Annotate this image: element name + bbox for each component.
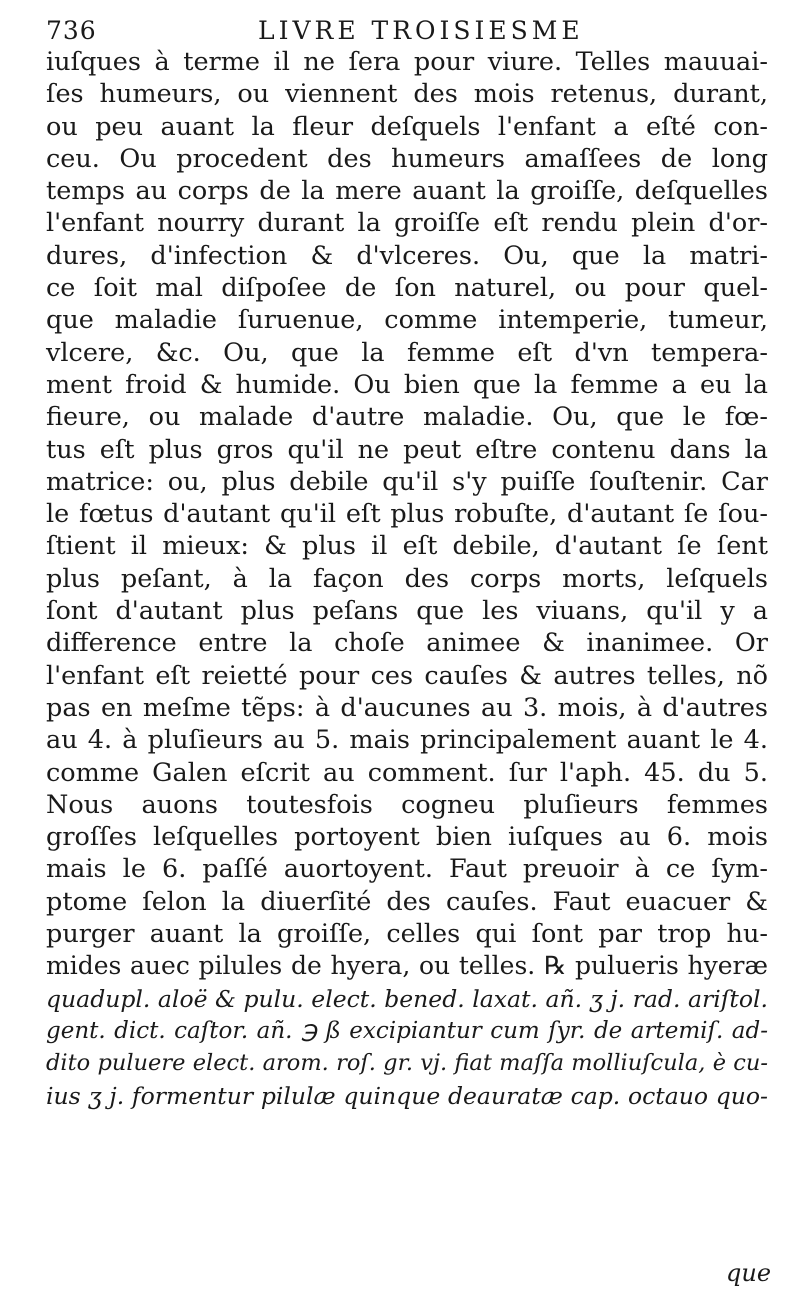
text-line: ius ʒ j. formentur pilulæ quinque deauratæ cap. octauo quo- xyxy=(46,1081,768,1110)
text-line: ou peu auant la fleur deſquels l'enfant a eſté con- xyxy=(46,111,768,142)
text-line: quadupl. aloë & pulu. elect. bened. laxat. añ. ʒ j. rad. ariſtol. xyxy=(46,984,768,1013)
text-line: iuſques à terme il ne ſera pour viure. Telles mauuai- xyxy=(46,47,768,77)
text-line: fieure, ou malade d'autre maladie. Ou, que le fœ- xyxy=(46,402,768,433)
catchword: que xyxy=(726,1259,772,1287)
text-line: au 4. à pluſieurs au 5. mais principalement auant le 4. xyxy=(46,725,768,756)
text-line: difference entre la choſe animee & inanimee. Or xyxy=(46,628,768,659)
text-line: mides auec pilules de hyera, ou telles. ℞ pulueris hyeræ xyxy=(46,951,768,981)
body-text xyxy=(46,46,768,1112)
text-line: mais le 6. paſſé auortoyent. Faut preuoir à ce ſym- xyxy=(46,854,768,885)
text-line: comme Galen eſcrit au comment. ſur l'aph. 45. du 5. xyxy=(46,757,768,788)
text-line: gent. dict. caſtor. añ. ℈ ß excipiantur cum ſyr. de artemiſ. ad- xyxy=(46,1017,768,1044)
text-line: plus peſant, à la façon des corps morts, leſquels xyxy=(46,563,768,594)
text-line: ſes humeurs, ou viennent des mois retenus, durant, xyxy=(46,79,768,110)
text-line: le fœtus d'autant qu'il eſt plus robuſte, d'autant ſe ſou- xyxy=(46,499,768,530)
text-line: temps au corps de la mere auant la groiſſe, deſquelles xyxy=(46,176,768,207)
text-line: ce ſoit mal diſpoſee de ſon naturel, ou pour quel- xyxy=(46,273,768,304)
text-line: Nous auons toutesfois cogneu pluſieurs femmes xyxy=(46,789,768,820)
text-line: dito puluere elect. arom. roſ. gr. vj. fiat maſſa molliuſcula, è cu- xyxy=(46,1050,768,1077)
text-line: ceu. Ou procedent des humeurs amaſſees de long xyxy=(46,143,768,174)
text-line: pas en meſme tẽps: à d'aucunes au 3. mois, à d'autres xyxy=(46,692,768,723)
text-line: dures, d'infection & d'vlceres. Ou, que la matri- xyxy=(46,240,768,271)
text-line: ment froid & humide. Ou bien que la femme a eu la xyxy=(46,369,768,400)
page-header xyxy=(46,14,766,48)
text-line: l'enfant eſt reietté pour ces cauſes & autres telles, nõ xyxy=(46,660,768,691)
text-line: groſſes leſquelles portoyent bien iuſques au 6. mois xyxy=(46,822,768,853)
running-head: LIVRE TROISIESME xyxy=(258,16,584,45)
text-line: tus eſt plus gros qu'il ne peut eſtre contenu dans la xyxy=(46,434,768,465)
text-line: matrice: ou, plus debile qu'il s'y puiſſe ſouſtenir. Car xyxy=(46,466,768,497)
text-line: que maladie ſuruenue, comme intemperie, tumeur, xyxy=(46,305,768,336)
text-line: purger auant la groiſſe, celles qui ſont par trop hu- xyxy=(46,919,768,950)
text-line: ſont d'autant plus peſans que les viuans, qu'il y a xyxy=(46,596,768,627)
page-number: 736 xyxy=(46,16,97,45)
text-line: l'enfant nourry durant la groiſſe eſt rendu plein d'or- xyxy=(46,208,768,239)
text-line: ptome ſelon la diuerſité des cauſes. Faut euacuer & xyxy=(46,886,768,917)
text-line: vlcere, &c. Ou, que la femme eſt d'vn tempera- xyxy=(46,337,768,368)
text-line: ſtient il mieux: & plus il eſt debile, d'autant ſe ſent xyxy=(46,531,768,562)
